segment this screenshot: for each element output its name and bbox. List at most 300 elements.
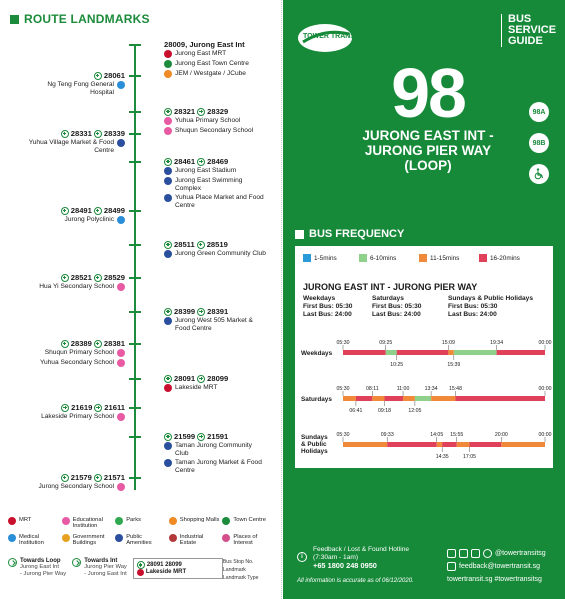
towards-loop-title: Towards Loop: [20, 558, 61, 564]
landmark-label: Jurong West 505 Market & Food Centre: [175, 317, 253, 332]
bus-stop-icon: [164, 433, 172, 441]
variant-98b-badge: 98B: [529, 133, 549, 153]
legend-label: Shopping Malls: [179, 517, 220, 523]
frequency-legend-item: [359, 254, 396, 262]
stop-codes: [61, 473, 125, 482]
frequency-segment: [431, 396, 455, 401]
social-links: [447, 547, 546, 586]
landmark-label: JEM / Westgate / JCube: [175, 70, 246, 77]
landmark-legend: [8, 517, 274, 547]
social-handle-row: [447, 547, 546, 560]
pub-icon: [164, 317, 172, 325]
legend-grid: [8, 517, 274, 547]
landmark-item: [22, 139, 125, 154]
stop-code: 28491: [70, 206, 92, 215]
frequency-timeline: [295, 332, 553, 468]
bus-stop-icon: [94, 72, 102, 80]
schedule-sundays: [448, 295, 533, 319]
landmark-label: Lakeside Primary School: [41, 413, 114, 420]
stop-landmarks: [164, 317, 267, 332]
landmark-item: [40, 359, 125, 367]
time-label: 09:25: [379, 340, 393, 346]
landmark-item: [164, 70, 249, 78]
stop-code: 28329: [207, 107, 229, 116]
time-label: 13:34: [424, 386, 438, 392]
frequency-legend-item: [419, 254, 459, 262]
stop-code: 28391: [207, 307, 229, 316]
pub-icon: [115, 534, 123, 542]
legend-label: Medical Institution: [19, 533, 44, 547]
frequency-segment: [469, 442, 501, 447]
section-marker-icon: [10, 15, 19, 24]
frequency-swatch: [479, 254, 487, 262]
stop-tick: [129, 244, 141, 246]
email-row: [447, 560, 546, 573]
edu-icon: [117, 359, 125, 367]
bus-stop-icon: [164, 375, 172, 383]
frequency-legend-label: 16-20mins: [490, 254, 520, 262]
legend-label: MRT: [19, 517, 32, 523]
time-label: 19:34: [490, 340, 504, 346]
bus-stop-icon: [197, 241, 205, 249]
bus-stop-icon: [94, 207, 102, 215]
stop-key-landmark: Lakeside MRT: [145, 569, 187, 575]
time-label: 00:00: [538, 340, 552, 346]
time-label: 05:30: [336, 386, 350, 392]
frequency-segment: [387, 442, 436, 447]
stop-key-codes: 28091 28099: [146, 561, 182, 568]
stop-tick: [129, 277, 141, 279]
bus-stop-icon: [61, 274, 69, 282]
frequency-segment: [415, 396, 431, 401]
stop-tick: [129, 436, 141, 438]
legend-label: Public Amenities: [126, 533, 152, 547]
stop-code: 28469: [207, 157, 229, 166]
time-label: 05:30: [336, 432, 350, 438]
landmark-item: [65, 216, 125, 224]
time-label: 09:18: [377, 408, 391, 414]
edu-icon: [117, 483, 125, 491]
stop-codes: [61, 339, 125, 348]
stop-code: 28009, Jurong East Int: [164, 40, 245, 49]
stop-codes: [61, 403, 125, 412]
ind-icon: [169, 534, 177, 542]
legend-label: Parks: [126, 517, 142, 523]
stop-tick: [129, 133, 141, 135]
town-icon: [222, 517, 230, 525]
bus-stop-icon: [197, 308, 205, 316]
stop-tick: [129, 44, 141, 46]
landmark-item: [164, 117, 253, 125]
schedule-first: First Bus: 05:30: [448, 303, 498, 310]
mall-icon: [164, 70, 172, 78]
edu-icon: [62, 517, 70, 525]
twitter-icon[interactable]: [459, 549, 468, 558]
stop-codes: [164, 432, 228, 441]
stop-key-labels: [223, 558, 259, 582]
pub-icon: [164, 177, 172, 185]
stop-tick: [129, 111, 141, 113]
frequency-segment: [356, 396, 372, 401]
time-label: 17:05: [462, 454, 476, 460]
wheelchair-glyph: [533, 168, 545, 180]
landmark-label: Jurong Secondary School: [38, 483, 114, 490]
bus-stop-icon: [94, 274, 102, 282]
time-label: 10:25: [390, 362, 404, 368]
route-name-line3: (LOOP): [404, 158, 452, 173]
mail-icon: [447, 562, 456, 571]
schedule-weekdays: [303, 295, 352, 319]
frequency-segment: [343, 442, 387, 447]
stop-landmarks: [164, 50, 249, 78]
legend-item: [115, 517, 167, 530]
frequency-segment: [386, 350, 397, 355]
towards-loop-line1: Jurong East Int: [20, 564, 59, 571]
bus-stop-icon: [94, 130, 102, 138]
bus-stop-icon: [94, 404, 102, 412]
schedule-last: Last Bus: 24:00: [303, 311, 352, 318]
frequency-segment: [501, 442, 545, 447]
route-landmarks-header: [10, 12, 150, 26]
contact-block: [297, 546, 427, 570]
stop-landmarks: [22, 81, 125, 96]
legend-label: Industrial Estate: [179, 533, 204, 547]
landmark-item: [164, 384, 217, 392]
stop-codes: [164, 157, 228, 166]
landmark-label: Shuqun Secondary School: [175, 127, 254, 134]
bus-stop-icon: [94, 474, 102, 482]
frequency-legend-item: [479, 254, 520, 262]
frequency-segment: [442, 442, 457, 447]
time-label: 15:55: [450, 432, 464, 438]
stop-code: 28389: [70, 339, 92, 348]
frequency-legend-label: 1-5mins: [314, 254, 337, 262]
bus-stop-icon: [164, 158, 172, 166]
landmark-label: Shuqun Primary School: [44, 349, 114, 356]
direction-legend: [8, 558, 278, 582]
landmark-item: [164, 194, 267, 209]
stop-codes: [164, 240, 228, 249]
route-name-line1: JURONG EAST INT -: [362, 128, 494, 143]
frequency-segment: [448, 350, 453, 355]
bus-stop-icon: [197, 433, 205, 441]
towards-loop-key: [8, 558, 66, 577]
towards-int-line2: - Jurong East Int: [84, 570, 127, 577]
stop-code: 21599: [174, 432, 196, 441]
bus-stop-icon: [61, 207, 69, 215]
legend-item: [62, 517, 114, 530]
stop-code: 28321: [174, 107, 196, 116]
time-label: 15:39: [447, 362, 461, 368]
schedule-day: Weekdays: [303, 295, 336, 302]
stop-codes: [61, 206, 125, 215]
schedule-first: First Bus: 05:30: [372, 303, 422, 310]
med-icon: [117, 216, 125, 224]
time-label: 12:05: [408, 408, 422, 414]
time-label: 15:48: [448, 386, 462, 392]
stop-code: 21579: [70, 473, 92, 482]
stop-tick: [129, 210, 141, 212]
pub-icon: [164, 194, 172, 202]
landmark-label: Jurong Polyclinic: [64, 216, 114, 223]
mrt-icon: [8, 517, 16, 525]
stop-codes: [61, 273, 125, 282]
edu-icon: [164, 127, 172, 135]
landmark-item: [164, 177, 267, 192]
mrt-icon: [164, 384, 172, 392]
arrow-icon: [72, 558, 81, 567]
landmark-label: Taman Jurong Community Club: [175, 442, 252, 457]
section-marker-icon: [295, 230, 304, 239]
landmark-item: [39, 283, 125, 291]
guide-word-1: BUS: [508, 13, 532, 25]
route-landmarks-title: ROUTE LANDMARKS: [24, 12, 150, 26]
time-label: 14:05: [430, 432, 444, 438]
schedule-day: Sundays & Public Holidays: [448, 295, 534, 302]
stop-tick: [129, 161, 141, 163]
time-label: 00:00: [538, 432, 552, 438]
med-icon: [117, 81, 125, 89]
legend-item: [222, 534, 274, 547]
stop-code: 28399: [174, 307, 196, 316]
mrt-icon: [137, 569, 144, 576]
legend-item: [169, 534, 221, 547]
landmark-item: [22, 81, 125, 96]
stop-tick: [129, 407, 141, 409]
edu-icon: [117, 349, 125, 357]
web-row: [447, 573, 546, 586]
legend-item: [169, 517, 221, 530]
guide-word-2: SERVICE: [508, 24, 557, 36]
bus-frequency-title: BUS FREQUENCY: [309, 228, 405, 240]
stop-tick: [129, 75, 141, 77]
stop-landmarks: [22, 139, 125, 154]
landmark-label: Yuhua Secondary School: [39, 359, 114, 366]
towards-int-key: [72, 558, 127, 577]
bus-stop-icon: [94, 340, 102, 348]
landmark-label: Jurong East Swimming Complex: [175, 177, 243, 192]
landmark-item: [45, 349, 125, 357]
schedule-last: Last Bus: 24:00: [372, 311, 421, 318]
bus-stop-icon: [164, 108, 172, 116]
pub-icon: [117, 139, 125, 147]
stop-tick: [129, 343, 141, 345]
frequency-segment: [384, 396, 403, 401]
legend-label: Town Centre: [233, 517, 266, 523]
stop-code: 28511: [174, 240, 195, 249]
stop-code: 28099: [207, 374, 229, 383]
stop-codes: [61, 129, 125, 138]
med-icon: [8, 534, 16, 542]
edu-icon: [117, 413, 125, 421]
frequency-segment: [497, 350, 545, 355]
stop-code: 28499: [103, 206, 125, 215]
legend-item: [62, 534, 114, 547]
town-icon: [164, 60, 172, 68]
stop-landmarks: [164, 442, 267, 474]
stop-code: 28061: [103, 71, 125, 80]
stop-key: [133, 558, 223, 579]
time-label: 08:11: [365, 386, 379, 392]
stop-key-label-landmark: Landmark: [222, 567, 246, 573]
stop-codes: [164, 374, 228, 383]
landmark-label: Jurong Green Community Club: [175, 250, 266, 257]
frequency-card: [295, 246, 553, 468]
legend-label: Government Buildings: [72, 533, 105, 547]
stop-tick: [129, 378, 141, 380]
facebook-icon[interactable]: [447, 549, 456, 558]
stop-landmarks: [40, 349, 125, 367]
arrow-icon: [8, 558, 17, 567]
time-label: 15:09: [441, 340, 455, 346]
pub-icon: [164, 459, 172, 467]
stop-code: 28521: [70, 273, 92, 282]
stop-landmarks: [164, 167, 267, 209]
schedule-day: Saturdays: [372, 295, 404, 302]
edu-icon: [117, 283, 125, 291]
stop-landmarks: [38, 483, 125, 491]
bus-stop-icon: [137, 561, 145, 569]
stop-code: 21619: [71, 403, 93, 412]
frequency-swatch: [419, 254, 427, 262]
stop-code: 28339: [103, 129, 125, 138]
landmark-item: [164, 459, 267, 474]
landmark-item: [164, 60, 249, 68]
row-label: Saturdays: [301, 396, 332, 403]
frequency-legend-label: 11-15mins: [430, 254, 460, 262]
frequency-card-title: JURONG EAST INT - JURONG PIER WAY: [303, 282, 478, 292]
website[interactable]: towertransit.sg #towertransitsg: [447, 576, 542, 583]
bus-stop-icon: [197, 108, 205, 116]
pub-icon: [164, 250, 172, 258]
bus-stop-icon: [61, 340, 69, 348]
stop-code: 21571: [103, 473, 125, 482]
frequency-segment: [403, 396, 415, 401]
frequency-segment: [457, 442, 470, 447]
wheelchair-icon: [529, 164, 549, 184]
mrt-icon: [164, 50, 172, 58]
accuracy-note: All information is accurate as of 06/12/2020.: [297, 578, 414, 584]
landmark-item: [164, 250, 266, 258]
landmark-item: [164, 442, 267, 457]
contact-line1: Feedback / Lost & Found Hotline: [313, 546, 410, 553]
bus-stop-icon: [197, 158, 205, 166]
edu-icon: [164, 117, 172, 125]
stop-landmarks: [39, 283, 125, 291]
legend-label: Places of Interest: [233, 533, 258, 547]
legend-item: [222, 517, 274, 530]
time-label: 05:30: [336, 340, 350, 346]
landmark-label: Hua Yi Secondary School: [39, 283, 114, 290]
stop-landmarks: [164, 117, 253, 135]
bus-service-guide-title: [501, 14, 556, 47]
landmark-item: [164, 127, 253, 135]
schedule-first: First Bus: 05:30: [303, 303, 353, 310]
stop-code: 28461: [174, 157, 196, 166]
stop-tick: [129, 311, 141, 313]
row-label: Weekdays: [301, 350, 333, 357]
variant-98a-badge: 98A: [529, 102, 549, 122]
schedule-saturdays: [372, 295, 421, 319]
frequency-swatch: [303, 254, 311, 262]
stop-code: 28529: [103, 273, 125, 282]
bus-frequency-header: [295, 228, 404, 240]
frequency-segment: [343, 396, 356, 401]
frequency-legend-label: 6-10mins: [370, 254, 397, 262]
bus-stop-icon: [61, 404, 69, 412]
stop-landmarks: [65, 216, 125, 224]
youtube-icon[interactable]: [471, 549, 480, 558]
feedback-email[interactable]: feedback@towertransit.sg: [459, 563, 541, 570]
stop-code: 28381: [103, 339, 125, 348]
time-label: 14:35: [435, 454, 449, 460]
schedule-last: Last Bus: 24:00: [448, 311, 497, 318]
frequency-segment: [343, 350, 386, 355]
pub-icon: [164, 442, 172, 450]
stop-key-label-type: Landmark Type: [222, 575, 259, 581]
route-number: 98: [391, 54, 465, 132]
park-icon: [115, 517, 123, 525]
route-landmarks-panel: [0, 0, 282, 599]
bus-stop-icon: [164, 308, 172, 316]
stop-code: 28331: [70, 129, 92, 138]
stop-codes: [164, 307, 228, 316]
guide-word-3: GUIDE: [508, 35, 543, 47]
time-label: 09:33: [380, 432, 394, 438]
landmark-label: Yuhua Primary School: [175, 117, 241, 124]
towards-loop-line2: - Jurong Pier Way: [20, 570, 67, 577]
landmark-label: Jurong East Town Centre: [175, 60, 249, 67]
route-name: [343, 128, 513, 173]
instagram-icon[interactable]: [483, 549, 492, 558]
bus-stop-icon: [61, 474, 69, 482]
landmark-label: Lakeside MRT: [175, 384, 218, 391]
stop-code: 28091: [174, 374, 196, 383]
time-label: 20:00: [494, 432, 508, 438]
frequency-segment: [397, 350, 449, 355]
landmark-label: Taman Jurong Market & Food Centre: [175, 459, 262, 474]
stop-codes: [164, 40, 245, 49]
landmark-item: [164, 50, 249, 58]
stop-landmarks: [41, 413, 125, 421]
stop-codes: [94, 71, 125, 80]
legend-label: Educational Institution: [72, 517, 103, 530]
frequency-segment: [455, 396, 545, 401]
bus-stop-icon: [164, 241, 172, 249]
landmark-item: [38, 483, 125, 491]
landmark-label: Yuhua Village Market & Food Centre: [28, 139, 114, 154]
frequency-segment: [454, 350, 497, 355]
time-label: 06:41: [349, 408, 363, 414]
row-label: Sundays & Public Holidays: [301, 434, 328, 455]
service-guide-panel: [283, 0, 565, 599]
stop-landmarks: [164, 384, 217, 392]
contact-line2: (7:30am - 1am): [313, 554, 359, 561]
route-name-line2: JURONG PIER WAY: [364, 143, 492, 158]
frequency-legend-item: [303, 254, 337, 262]
bus-stop-icon: [61, 130, 69, 138]
landmark-item: [41, 413, 125, 421]
stop-landmarks: [164, 250, 266, 258]
social-handle[interactable]: @towertransitsg: [495, 550, 546, 557]
pub-icon: [164, 167, 172, 175]
landmark-label: Ng Teng Fong General Hospital: [47, 81, 114, 96]
stop-code: 21611: [104, 403, 125, 412]
int-icon: [222, 534, 230, 542]
legend-item: [115, 534, 167, 547]
brand-name: TOWER TRANSIT: [303, 33, 362, 40]
landmark-item: [164, 167, 267, 175]
